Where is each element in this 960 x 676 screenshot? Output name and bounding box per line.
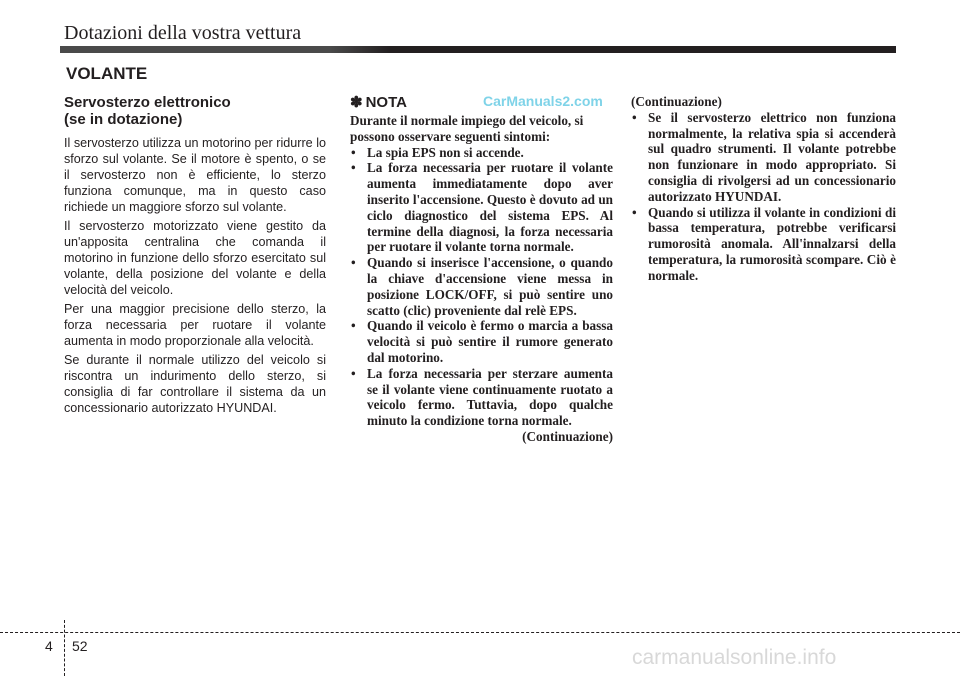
bullet-icon: • — [351, 160, 356, 176]
note-label: NOTA — [365, 94, 407, 111]
list-item — [631, 205, 896, 284]
note-star-icon: ✽ — [350, 94, 363, 111]
bullet-icon: • — [351, 144, 356, 160]
bullet-icon: • — [351, 318, 356, 334]
list-item — [350, 255, 613, 318]
list-item — [350, 318, 613, 365]
note-intro: Durante il normale impiego del veicolo, si possono osservare seguenti sintomi: — [350, 113, 584, 144]
page-header-title: Dotazioni della vostra vettura — [64, 22, 302, 44]
list-item — [350, 366, 613, 429]
servosterzo-heading-line2: (se in dotazione) — [64, 111, 183, 128]
continuation-label: (Continuazione) — [631, 94, 722, 109]
list-item — [350, 145, 613, 161]
note-box — [350, 94, 613, 445]
list-item-text: La forza necessaria per sterzare aumenta se il volante viene continuamente ruotato a veicolo fermo. Tuttavia, dopo qualche minuto la condizione torna normale. — [367, 365, 613, 429]
column-continuation — [631, 94, 896, 284]
list-item-text: Quando il veicolo è fermo o marcia a bassa velocità si può sentire il rumore generato dal motorino. — [367, 318, 613, 365]
bullet-icon: • — [632, 204, 637, 220]
body-paragraph: Il servosterzo utilizza un motorino per ridurre lo sforzo sul volante. Se il motore è spento, o se il servosterzo non è efficiente, lo sterzo funziona comunque, ma in questo caso richiede un maggiore sforzo sul volante. — [64, 136, 326, 214]
column-servosterzo — [64, 94, 326, 419]
body-paragraph: Per una maggior precisione dello sterzo, la forza necessaria per ruotare il volante aumenta in modo proporzionale alla velocità. — [64, 302, 326, 348]
list-item-text: Se il servosterzo elettrico non funziona normalmente, la relativa spia si accenderà sul quadro strumenti. Il volante potrebbe non funzionare in modo appropriato. Si consiglia di rivolgersi ad un concessionario autorizzato HYUNDAI. — [648, 109, 896, 204]
list-item — [350, 160, 613, 255]
continued-label: (Continuazione) — [522, 428, 613, 444]
note-bullet-list — [350, 145, 613, 429]
section-title: VOLANTE — [66, 64, 148, 83]
page-number: 52 — [72, 638, 88, 654]
header-rule — [60, 46, 896, 53]
body-paragraph: Il servosterzo motorizzato viene gestito da un'apposita centralina che comanda il motorino in funzione dello sforzo esercitato sul volante, della posizione del volante e della velocità del veicolo. — [64, 219, 326, 297]
servosterzo-heading — [64, 94, 326, 128]
list-item-text: Quando si inserisce l'accensione, o quando la chiave d'accensione viene messa in posizione LOCK/OFF, si può sentire uno scatto (clic) proveniente dal relè EPS. — [367, 255, 613, 318]
bullet-icon: • — [351, 255, 356, 271]
servosterzo-heading-line1: Servosterzo elettronico — [64, 94, 231, 111]
bullet-icon: • — [632, 109, 637, 125]
site-watermark: carmanualsonline.info — [632, 646, 837, 669]
bullet-icon: • — [351, 365, 356, 381]
list-item-text: La forza necessaria per ruotare il volante aumenta immediatamente dopo aver inserito l'accensione. Questo è dovuto ad un ciclo diagnostico del sistema EPS. Al termine della diagnosi, la forza necessaria per ruotare il volante torna normale. — [367, 160, 613, 255]
chapter-number: 4 — [45, 638, 53, 654]
footer-divider — [64, 620, 65, 676]
list-item — [631, 110, 896, 205]
body-paragraph: Se durante il normale utilizzo del veicolo si riscontra un indurimento dello sterzo, si consiglia di far controllare il sistema da un concessionario autorizzato HYUNDAI. — [64, 353, 326, 415]
list-item-text: Quando si utilizza il volante in condizioni di bassa temperatura, potrebbe verificarsi rumorosità anomala. All'innalzarsi della temperatura, la rumorosità scompare. Ciò è normale. — [648, 204, 896, 283]
continuation-bullet-list — [631, 110, 896, 284]
list-item-text: La spia EPS non si accende. — [367, 144, 524, 160]
footer-rule — [0, 632, 960, 633]
watermark-logo: CarManuals2.com — [483, 93, 603, 109]
